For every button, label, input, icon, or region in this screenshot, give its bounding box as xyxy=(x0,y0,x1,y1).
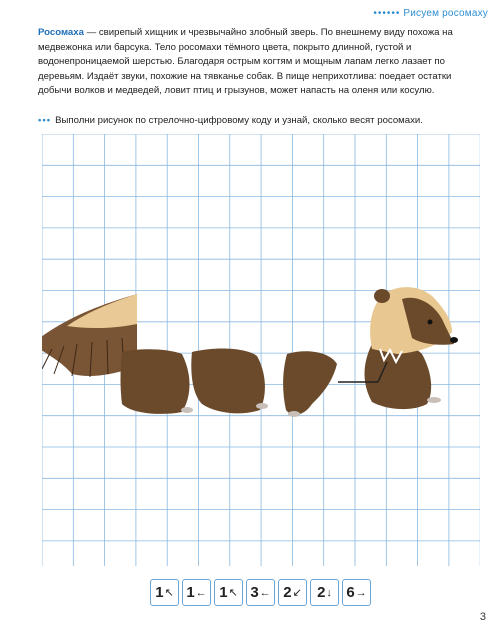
code-cell xyxy=(246,579,275,606)
grid-canvas xyxy=(42,134,480,566)
code-arrow-icon: ↖ xyxy=(228,587,238,599)
code-cell xyxy=(310,579,339,606)
code-number: 6 xyxy=(346,584,355,601)
intro-paragraph xyxy=(38,26,478,99)
back-legs-illustration xyxy=(121,349,269,414)
task-text: Выполни рисунок по стрелочно-цифровому коду и узнай, сколько весят росомахи. xyxy=(55,115,423,126)
code-number: 2 xyxy=(317,584,326,601)
code-number: 1 xyxy=(186,584,195,601)
header-dots: •••••• xyxy=(373,8,401,19)
code-cell xyxy=(182,579,211,606)
task-instruction xyxy=(38,114,478,128)
code-arrow-icon: ← xyxy=(195,586,207,599)
code-cell xyxy=(278,579,307,606)
code-number: 3 xyxy=(250,584,259,601)
arrow-code-row xyxy=(150,579,371,606)
code-cell xyxy=(342,579,371,606)
code-number: 1 xyxy=(219,584,228,601)
code-cell xyxy=(214,579,243,606)
header-title: Рисуем росомаху xyxy=(403,8,488,19)
code-arrow-icon: ↖ xyxy=(164,587,174,599)
head-illustration xyxy=(370,287,458,362)
code-arrow-icon: → xyxy=(355,586,367,599)
code-cell xyxy=(150,579,179,606)
code-arrow-icon: ↓ xyxy=(326,586,332,599)
page-number: 3 xyxy=(479,611,486,623)
drawing-grid xyxy=(42,134,480,571)
intro-term: Росомаха xyxy=(38,27,84,38)
code-arrow-icon: ↙ xyxy=(292,587,302,599)
code-number: 1 xyxy=(155,584,164,601)
intro-text: — свирепый хищник и чрезвычайно злобный зверь. По внешнему виду похожа на медвежонка или барсука. Тело росомахи тёмного цвета, покрыто длинной, густой и водонепроницаемой шерстью. Благодаря острым когтям и мощным лапам легко лазает по деревьям. Издаёт звуки, похожие на тявканье собак. В пище неприхотлива: поедает остатки добычи волков и медведей, ловит птиц и грызунов, может напасть на оленя или косулю. xyxy=(38,27,453,97)
code-number: 2 xyxy=(283,584,292,601)
task-dots: ••• xyxy=(38,115,52,126)
code-arrow-icon: ← xyxy=(259,586,271,599)
section-header xyxy=(373,8,488,19)
